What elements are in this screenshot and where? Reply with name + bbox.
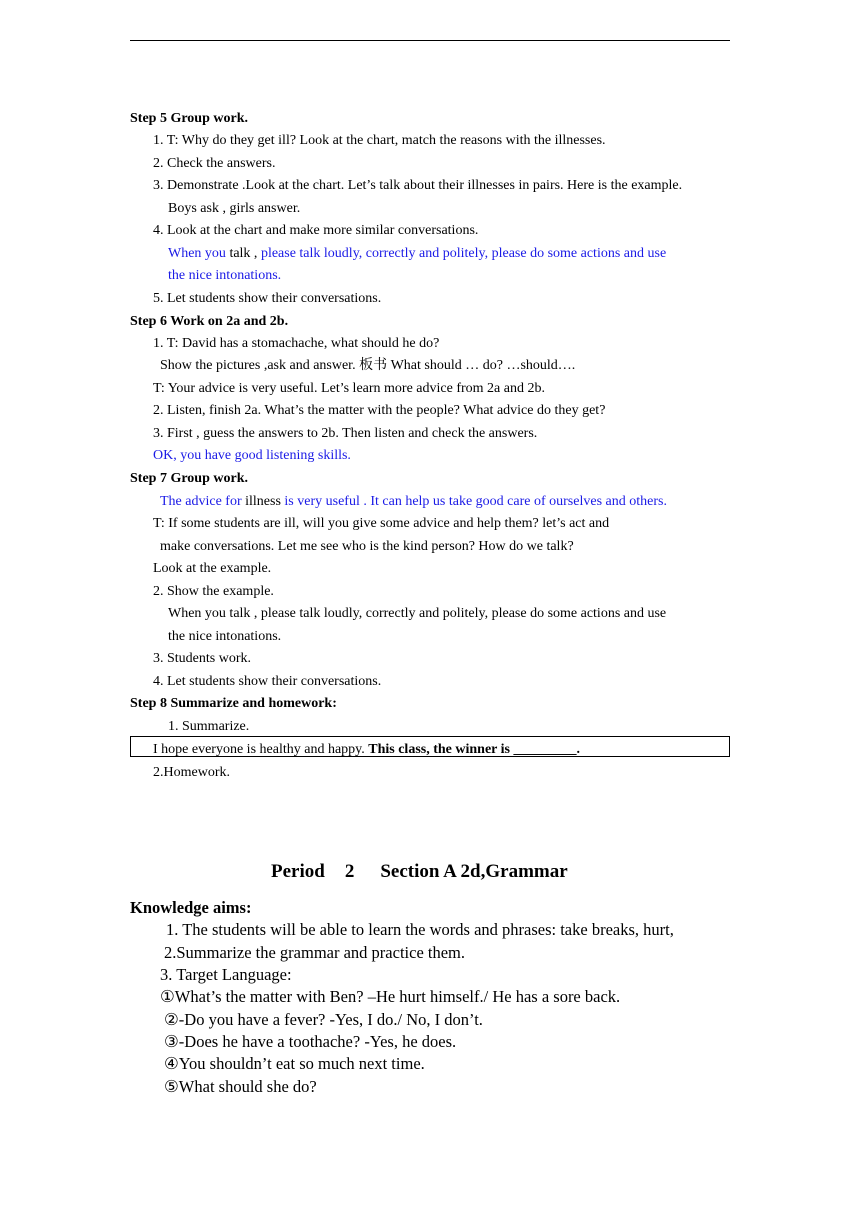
step5-line-4c: the nice intonations.	[168, 268, 282, 283]
step7-line-9: 4. Let students show their conversations.	[153, 674, 382, 689]
aims-line-6: ③-Does he have a toothache? -Yes, he does.	[164, 1032, 457, 1051]
step7-line-1-blue1: The advice for	[160, 494, 246, 509]
step5-line-4b	[168, 245, 666, 263]
step5-line-3: 3. Demonstrate .Look at the chart. Let’s talk about their illnesses in pairs. Here is the example.	[153, 178, 683, 193]
step7-line-4: Look at the example.	[153, 561, 272, 576]
step6-heading: Step 6 Work on 2a and 2b.	[130, 314, 289, 329]
aims-line-2: 2.Summarize the grammar and practice them.	[164, 943, 466, 962]
step7-line-1-blue2: is very useful . It can help us take good care of ourselves and others.	[284, 494, 667, 509]
step7-line-8: 3. Students work.	[153, 651, 251, 666]
step7-line-7: the nice intonations.	[168, 629, 282, 644]
step8-line-1: 1. Summarize.	[168, 719, 250, 734]
aims-line-8: ⑤What should she do?	[164, 1077, 317, 1096]
step5-heading: Step 5 Group work.	[130, 111, 248, 126]
step5-line-4b-blue2: please talk loudly, correctly and politely, please do some actions and use	[260, 246, 667, 261]
period-title	[271, 861, 568, 883]
step5-line-4: 4. Look at the chart and make more similar conversations.	[153, 223, 479, 238]
aims-line-3: 3. Target Language:	[160, 965, 292, 984]
step6-line-5: 3. First , guess the answers to 2b. Then listen and check the answers.	[153, 426, 538, 441]
step7-line-3: make conversations. Let me see who is the kind person? How do we talk?	[160, 539, 574, 554]
step7-line-1	[160, 493, 667, 511]
step6-line-4: 2. Listen, finish 2a. What’s the matter with the people? What advice do they get?	[153, 403, 606, 418]
aims-line-7: ④You shouldn’t eat so much next time.	[164, 1054, 425, 1073]
step8-line-2: 2.Homework.	[153, 765, 230, 780]
step7-line-5: 2. Show the example.	[153, 584, 274, 599]
step8-heading: Step 8 Summarize and homework:	[130, 696, 337, 711]
summary-text-bold: This class, the winner is _________.	[368, 742, 580, 757]
period-number: 2	[344, 861, 355, 882]
header-rule	[130, 40, 730, 41]
step7-line-1-black: illness	[245, 494, 285, 509]
period-section: Section A 2d,Grammar	[380, 861, 568, 882]
step7-heading: Step 7 Group work.	[130, 471, 248, 486]
aims-heading: Knowledge aims:	[130, 898, 252, 917]
aims-line-1: 1. The students will be able to learn the words and phrases: take breaks, hurt,	[166, 920, 674, 939]
step5-line-3b: Boys ask , girls answer.	[168, 201, 301, 216]
aims-line-4: ①What’s the matter with Ben? –He hurt himself./ He has a sore back.	[160, 987, 621, 1006]
step6-line-6: OK, you have good listening skills.	[153, 448, 351, 463]
step5-line-5: 5. Let students show their conversations.	[153, 291, 382, 306]
summary-text	[153, 741, 580, 759]
step5-line-1: 1. T: Why do they get ill? Look at the chart, match the reasons with the illnesses.	[153, 133, 606, 148]
step7-line-6: When you talk , please talk loudly, correctly and politely, please do some actions and use	[168, 606, 667, 621]
step7-line-2: T: If some students are ill, will you give some advice and help them? let’s act and	[153, 516, 610, 531]
step5-line-4b-blue1: When you	[168, 246, 230, 261]
period-word: Period	[271, 861, 325, 882]
step5-line-2: 2. Check the answers.	[153, 156, 276, 171]
step6-line-1: 1. T: David has a stomachache, what should he do?	[153, 336, 440, 351]
step5-line-4b-black: talk ,	[229, 246, 261, 261]
aims-line-5: ②-Do you have a fever? -Yes, I do./ No, I don’t.	[164, 1010, 483, 1029]
summary-text-normal: I hope everyone is healthy and happy.	[153, 742, 369, 757]
step6-line-2: Show the pictures ,ask and answer. 板书 What should … do? …should….	[160, 358, 576, 373]
step6-line-3: T: Your advice is very useful. Let’s learn more advice from 2a and 2b.	[153, 381, 545, 396]
